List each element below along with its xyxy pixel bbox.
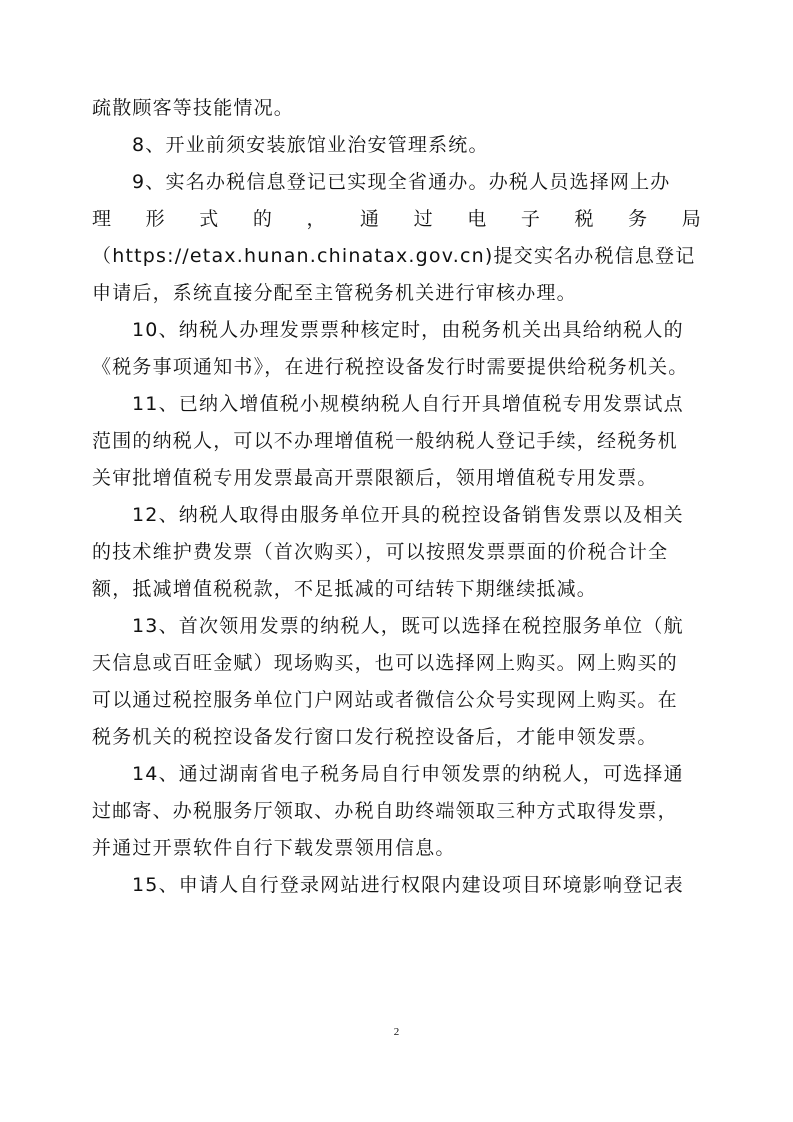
text-line: 15、申请人自行登录网站进行权限内建设项目环境影响登记表 [132, 874, 684, 896]
paragraph-item-12 [92, 497, 702, 608]
paragraph-item-11 [92, 386, 702, 497]
text-line: 的技术维护费发票（首次购买），可以按照发票票面的价税合计全 [92, 541, 669, 563]
text-line: 关审批增值税专用发票最高开票限额后，领用增值税专用发票。 [92, 467, 658, 489]
paragraph-item-10 [92, 312, 702, 386]
text-line: 8、开业前须安装旅馆业治安管理系统。 [132, 134, 489, 156]
text-line: 9、实名办税信息登记已实现全省通办。办税人员选择网上办 [132, 171, 671, 193]
paragraph-item-9 [92, 164, 702, 312]
document-body [92, 90, 702, 904]
text-char: 税 [574, 208, 595, 230]
text-char: 理 [92, 208, 113, 230]
text-char: 局 [681, 208, 702, 230]
text-char: 的 [252, 208, 274, 230]
text-char: 形 [145, 208, 166, 230]
text-char: 务 [628, 208, 649, 230]
text-line: 申请后，系统直接分配至主管税务机关进行审核办理。 [92, 282, 577, 304]
text-char: 电 [467, 208, 488, 230]
text-line: 天信息或百旺金赋）现场购买，也可以选择网上购买。网上购买的 [92, 652, 678, 674]
paragraph-item-15 [92, 867, 702, 904]
text-line: 范围的纳税人，可以不办理增值税一般纳税人登记手续，经税务机 [92, 430, 678, 452]
text-line: 税务机关的税控设备发行窗口发行税控设备后，才能申领发票。 [92, 726, 658, 748]
text-line: 14、通过湖南省电子税务局自行申领发票的纳税人，可选择通 [132, 763, 684, 785]
text-line: 13、首次领用发票的纳税人，既可以选择在税控服务单位（航 [132, 615, 684, 637]
paragraph-item-13 [92, 608, 702, 756]
text-line: 可以通过税控服务单位门户网站或者微信公众号实现网上购买。在 [92, 689, 678, 711]
text-line: 额，抵减增值税税款，不足抵减的可结转下期继续抵减。 [92, 578, 598, 600]
text-char: 式 [199, 208, 220, 230]
page-number: 2 [393, 1026, 400, 1038]
text-line-justified [92, 201, 702, 238]
text-line-url: （https://etax.hunan.chinatax.gov.cn)提交实名办税信息登记 [92, 245, 696, 267]
text-line: 11、已纳入增值税小规模纳税人自行开具增值税专用发票试点 [132, 393, 684, 415]
text-line: 12、纳税人取得由服务单位开具的税控设备销售发票以及相关 [132, 504, 684, 526]
text-line: 10、纳税人办理发票票种核定时，由税务机关出具给纳税人的 [132, 319, 684, 341]
text-line: 疏散顾客等技能情况。 [92, 97, 295, 119]
text-line: 过邮寄、办税服务厅领取、办税自助终端领取三种方式取得发票， [92, 800, 678, 822]
paragraph-item-14 [92, 756, 702, 867]
paragraph-item-8 [92, 127, 702, 164]
text-char: 通 [360, 208, 381, 230]
text-line: 并通过开票软件自行下载发票领用信息。 [92, 837, 456, 859]
text-char: ， [306, 208, 327, 230]
text-char: 子 [520, 208, 542, 230]
paragraph-item-7-tail [92, 90, 702, 127]
text-char: 过 [413, 208, 434, 230]
text-line: 《税务事项通知书》，在进行税控设备发行时需要提供给税务机关。 [92, 356, 689, 378]
